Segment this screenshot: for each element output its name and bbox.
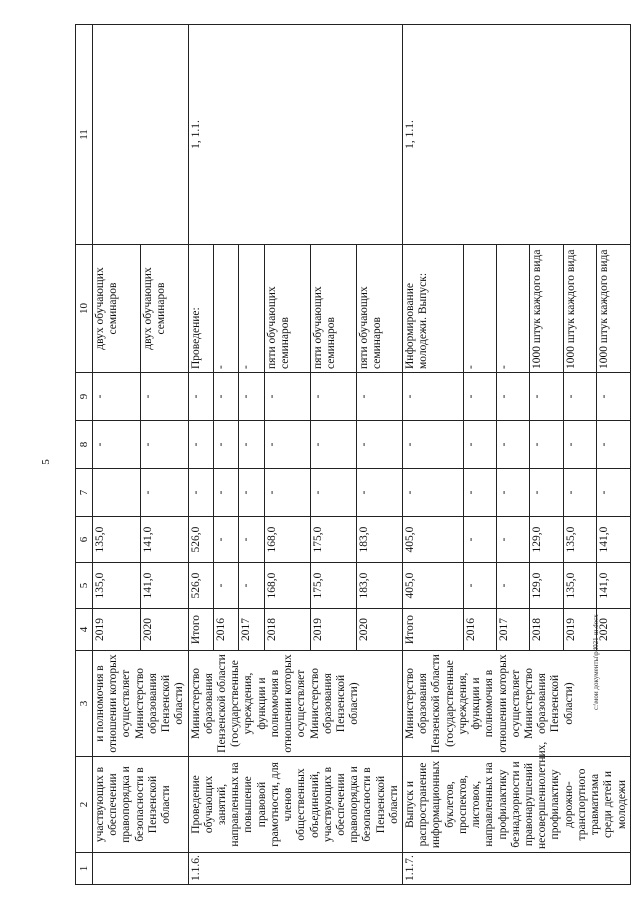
value-cell: - [497, 563, 530, 609]
value-cell: - [563, 421, 596, 469]
year-cell: 2019 [563, 609, 596, 651]
result-cell: Информирование молодежи. Выпуск: [403, 245, 464, 373]
value-cell: 175,0 [310, 517, 356, 563]
value-cell: 526,0 [188, 517, 213, 563]
year-cell: 2016 [213, 609, 238, 651]
result-cell: пяти обучающих семинаров [264, 245, 310, 373]
result-cell: - [463, 245, 496, 373]
value-cell: - [356, 373, 402, 421]
col-header: 8 [76, 421, 93, 469]
value-cell: - [530, 469, 563, 517]
col-header: 9 [76, 373, 93, 421]
value-cell: - [93, 421, 141, 469]
program-table [75, 24, 631, 885]
col-header: 11 [76, 25, 93, 245]
value-cell: - [597, 469, 630, 517]
value-cell: - [264, 469, 310, 517]
table-row [188, 25, 213, 885]
col-header: 2 [76, 757, 93, 853]
value-cell: - [463, 373, 496, 421]
year-cell: 2018 [530, 609, 563, 651]
value-cell: 135,0 [563, 517, 596, 563]
executor: и полномочия в отношении которых осуществляет Министерство образования Пензенской области) [93, 651, 189, 757]
col-header: 5 [76, 563, 93, 609]
result-cell: - [213, 245, 238, 373]
value-cell: - [597, 421, 630, 469]
result-cell: пяти обучающих семинаров [356, 245, 402, 373]
col-header: 3 [76, 651, 93, 757]
value-cell: 135,0 [563, 563, 596, 609]
col-header: 7 [76, 469, 93, 517]
value-cell: - [530, 373, 563, 421]
page-number: 5 [40, 459, 52, 465]
value-cell: - [310, 421, 356, 469]
year-cell: 2019 [310, 609, 356, 651]
value-cell: - [530, 421, 563, 469]
value-cell: - [140, 469, 188, 517]
value-cell [93, 469, 141, 517]
value-cell: 129,0 [530, 563, 563, 609]
year-cell: 2020 [140, 609, 188, 651]
year-cell: 2020 [597, 609, 630, 651]
result-cell: - [239, 245, 264, 373]
executor: Министерство образования Пензенской области (государственные учреждения, функции и полномочия в отношении которых осуществляет Министерство образования Пензенской области) [188, 651, 403, 757]
result-cell: двух обучающих семинаров [93, 245, 141, 373]
value-cell: - [213, 517, 238, 563]
result-cell: 1000 штук каждого вида [530, 245, 563, 373]
year-cell: Итого [188, 609, 213, 651]
value-cell: - [213, 469, 238, 517]
year-cell: 2016 [463, 609, 496, 651]
value-cell: - [213, 563, 238, 609]
header-row [76, 25, 93, 885]
measure-name: участвующих в обеспечении правопорядка и безопасности в Пензенской области [93, 757, 189, 853]
result-cell: 1000 штук каждого вида [563, 245, 596, 373]
value-cell: - [497, 421, 530, 469]
year-cell: 2017 [239, 609, 264, 651]
value-cell: 183,0 [356, 517, 402, 563]
year-cell: 2020 [356, 609, 402, 651]
result-cell: Проведение: [188, 245, 213, 373]
ref-cell [93, 25, 189, 245]
year-cell: 2018 [264, 609, 310, 651]
result-cell: - [497, 245, 530, 373]
result-cell: пяти обучающих семинаров [310, 245, 356, 373]
value-cell: - [497, 373, 530, 421]
value-cell: - [310, 373, 356, 421]
value-cell: - [463, 421, 496, 469]
value-cell: - [403, 469, 464, 517]
year-cell: Итого [403, 609, 464, 651]
col-header: 6 [76, 517, 93, 563]
value-cell: - [463, 563, 496, 609]
value-cell: 141,0 [597, 563, 630, 609]
ref-cell: 1, 1.1. [403, 25, 631, 245]
value-cell: - [140, 373, 188, 421]
row-number: 1.1.7. [403, 853, 631, 885]
value-cell: - [93, 373, 141, 421]
value-cell: - [188, 421, 213, 469]
value-cell: - [563, 373, 596, 421]
result-cell: двух обучающих семинаров [140, 245, 188, 373]
value-cell: 168,0 [264, 517, 310, 563]
col-header: 1 [76, 853, 93, 885]
value-cell: 183,0 [356, 563, 402, 609]
table-row [93, 25, 141, 885]
value-cell: - [463, 517, 496, 563]
value-cell: 526,0 [188, 563, 213, 609]
value-cell: 405,0 [403, 563, 464, 609]
value-cell: - [497, 517, 530, 563]
value-cell: - [264, 421, 310, 469]
value-cell: - [356, 469, 402, 517]
value-cell: 405,0 [403, 517, 464, 563]
value-cell: - [239, 563, 264, 609]
value-cell: 175,0 [310, 563, 356, 609]
value-cell: - [239, 373, 264, 421]
value-cell: - [188, 373, 213, 421]
value-cell: - [264, 373, 310, 421]
value-cell: - [239, 469, 264, 517]
row-number: 1.1.6. [188, 853, 403, 885]
col-header: 10 [76, 245, 93, 373]
value-cell: - [563, 469, 596, 517]
value-cell: - [463, 469, 496, 517]
value-cell: 129,0 [530, 517, 563, 563]
value-cell: - [403, 373, 464, 421]
value-cell: 141,0 [140, 517, 188, 563]
value-cell: - [403, 421, 464, 469]
value-cell: 135,0 [93, 563, 141, 609]
value-cell: 141,0 [597, 517, 630, 563]
measure-name: Проведение обучающих занятий, направленных на повышение правовой грамотности, для членов общественных объединений, участвующих в обеспечении правопорядка и безопасности в Пензенской области [188, 757, 403, 853]
value-cell: - [356, 421, 402, 469]
row-number [93, 853, 189, 885]
value-cell: 141,0 [140, 563, 188, 609]
value-cell: - [213, 373, 238, 421]
value-cell: - [140, 421, 188, 469]
value-cell: - [188, 469, 213, 517]
value-cell: - [497, 469, 530, 517]
value-cell: - [239, 421, 264, 469]
value-cell: - [213, 421, 238, 469]
value-cell: - [239, 517, 264, 563]
year-cell: 2019 [93, 609, 141, 651]
result-cell: 1000 штук каждого вида [597, 245, 630, 373]
measure-name: Выпуск и распространение информационных буклетов, проспектов, листовок, направленных на профилактику безнадзорности и правонарушений несовершеннолетних, профилактику дорожно-транспортного травматизма среди детей и молодежи [403, 757, 631, 853]
ref-cell: 1, 1.1. [188, 25, 403, 245]
year-cell: 2017 [497, 609, 530, 651]
executor: Министерство образования Пензенской области (государственные учреждения, функции и полномочия в отношении которых осуществляет Министерство образования Пензенской области) [403, 651, 631, 757]
value-cell: 168,0 [264, 563, 310, 609]
value-cell: - [597, 373, 630, 421]
value-cell: 135,0 [93, 517, 141, 563]
col-header: 4 [76, 609, 93, 651]
value-cell: - [310, 469, 356, 517]
table-row [403, 25, 464, 885]
footer-path: c:\мои документы\pd021-ш.docx [592, 614, 600, 710]
